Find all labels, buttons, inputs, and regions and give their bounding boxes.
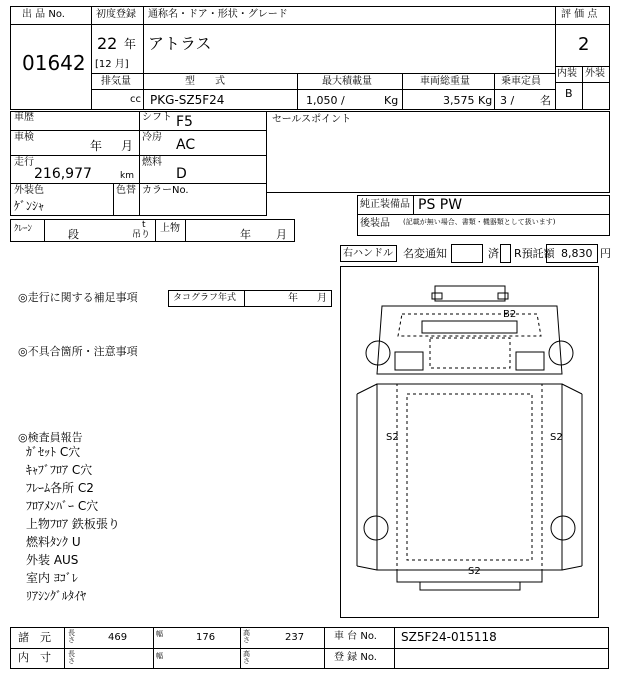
model-value: PKG-SZ5F24 bbox=[150, 93, 225, 107]
displacement-unit: cc bbox=[130, 94, 141, 105]
width-label: 幅 bbox=[156, 630, 163, 638]
chassis-number: SZ5F24-015118 bbox=[401, 630, 497, 644]
body-month-unit: 月 bbox=[276, 228, 287, 241]
height-value: 237 bbox=[285, 632, 305, 643]
gross-weight-value: 3,575 bbox=[443, 94, 475, 107]
reg-year-unit: 年 bbox=[124, 37, 137, 51]
crane-lift-unit: 吊り bbox=[132, 230, 151, 240]
rhd-label: 右ハンドル bbox=[343, 248, 393, 259]
report-line: ﾌﾛｱﾒﾝﾊﾞｰ C穴 bbox=[26, 499, 99, 513]
crane-ton-unit: t bbox=[142, 220, 146, 230]
aircon-value: AC bbox=[176, 137, 196, 153]
crane-stage-unit: 段 bbox=[68, 228, 79, 241]
tacho-label: タコグラフ年式 bbox=[173, 293, 237, 303]
damage-mark-bottom: S2 bbox=[468, 566, 481, 577]
report-line: ｷｬﾌﾞﾌﾛｱ C穴 bbox=[26, 463, 93, 477]
aircon-label: 冷房 bbox=[142, 132, 162, 143]
capacity-label: 乗車定員 bbox=[501, 76, 541, 87]
lot-label: 出 品 No. bbox=[22, 9, 65, 20]
score-label: 評 価 点 bbox=[561, 9, 598, 20]
body-label: 上物 bbox=[160, 223, 180, 234]
reg-no-label: 登 録 No. bbox=[334, 652, 377, 663]
mileage-value: 216,977 bbox=[34, 166, 92, 182]
fuel-label: 燃料 bbox=[142, 157, 162, 168]
recycle-box bbox=[500, 244, 511, 263]
max-load-label: 最大積載量 bbox=[322, 76, 372, 87]
length-label: 長さ bbox=[68, 629, 75, 644]
damage-mark-left: S2 bbox=[386, 432, 399, 443]
reg-year: 22 bbox=[97, 34, 118, 53]
damage-mark-top-right: B2 bbox=[503, 309, 517, 320]
inspection-month-unit: 月 bbox=[121, 139, 134, 153]
interior-score: B bbox=[565, 87, 573, 100]
history-label: 車歴 bbox=[14, 112, 34, 123]
defects-title: ◎不具合箇所・注意事項 bbox=[18, 345, 138, 358]
damage-mark-right: S2 bbox=[550, 432, 563, 443]
color-code-label: カラーNo. bbox=[142, 185, 189, 196]
gross-weight-unit: Kg bbox=[478, 94, 493, 107]
gross-weight-label: 車両総重量 bbox=[420, 76, 470, 87]
recycle-label: 済 bbox=[488, 247, 499, 260]
report-line: ｶﾞｾｯﾄ C穴 bbox=[26, 445, 81, 459]
inspector-title: ◎検査員報告 bbox=[18, 431, 83, 444]
tacho-month-unit: 月 bbox=[317, 293, 327, 304]
displacement-label: 排気量 bbox=[101, 76, 131, 87]
lot-number: 01642 bbox=[22, 51, 86, 75]
inner-label: 内 寸 bbox=[18, 651, 51, 664]
recycle-unit: 円 bbox=[600, 247, 611, 260]
inner-length-label: 長さ bbox=[68, 650, 75, 665]
recycle-deposit-label: R預託額 bbox=[514, 247, 555, 260]
dims-label: 諸 元 bbox=[18, 631, 51, 644]
shift-label: シフト bbox=[142, 112, 172, 123]
ext-color-value: ｹﾞﾝｼｬ bbox=[14, 199, 45, 213]
inner-width-label: 幅 bbox=[156, 652, 163, 660]
chassis-label: 車 台 No. bbox=[334, 631, 377, 642]
report-line: 燃料ﾀﾝｸ U bbox=[26, 535, 81, 549]
height-label: 高さ bbox=[243, 629, 250, 644]
reg-month: [12 月] bbox=[95, 59, 129, 70]
capacity-value: 3 / bbox=[500, 94, 515, 107]
name-change-label: 名変通知 bbox=[403, 247, 447, 260]
report-line: 外装 AUS bbox=[26, 553, 79, 567]
crane-label: ｸﾚｰﾝ bbox=[14, 224, 33, 234]
supplement-title: ◎走行に関する補足事項 bbox=[18, 291, 138, 304]
inspection-year-unit: 年 bbox=[90, 139, 103, 153]
genuine-value: PS PW bbox=[418, 197, 463, 213]
capacity-unit: 名 bbox=[540, 94, 551, 107]
crane-box bbox=[10, 219, 295, 242]
report-line: ﾘｱｼﾝｸﾞﾙﾀｲﾔ bbox=[26, 589, 87, 603]
interior-label: 内装 bbox=[557, 68, 577, 79]
exterior-label: 外装 bbox=[585, 68, 605, 79]
name-label: 通称名・ドア・形状・グレード bbox=[148, 9, 288, 20]
tacho-year-unit: 年 bbox=[288, 293, 298, 304]
max-load-value: 1,050 / bbox=[306, 94, 345, 107]
mileage-unit: km bbox=[120, 171, 134, 181]
max-load-unit: Kg bbox=[384, 94, 399, 107]
score-value: 2 bbox=[578, 34, 590, 55]
inner-height-label: 高さ bbox=[243, 650, 250, 665]
fuel-value: D bbox=[176, 166, 187, 182]
width-value: 176 bbox=[196, 632, 216, 643]
ext-color-label: 外装色 bbox=[14, 185, 44, 196]
model-label: 型 式 bbox=[185, 76, 225, 87]
aftermarket-label: 後装品 bbox=[360, 218, 390, 229]
color-no-label: 色替 bbox=[116, 185, 136, 196]
sales-point-label: セールスポイント bbox=[272, 114, 352, 125]
inspection-label: 車検 bbox=[14, 132, 34, 143]
mileage-label: 走行 bbox=[14, 157, 34, 168]
first-reg-label: 初度登録 bbox=[96, 9, 136, 20]
shift-value: F5 bbox=[176, 114, 193, 130]
report-line: ﾌﾚｰﾑ各所 C2 bbox=[26, 481, 94, 495]
car-name: アトラス bbox=[148, 34, 212, 53]
name-change-box bbox=[451, 244, 483, 263]
report-line: 上物ﾌﾛｱ 鉄板張り bbox=[26, 517, 120, 531]
recycle-deposit-value: 8,830 bbox=[561, 247, 593, 260]
body-year-unit: 年 bbox=[240, 228, 251, 241]
genuine-label: 純正装備品 bbox=[360, 199, 410, 210]
length-value: 469 bbox=[108, 632, 128, 643]
aftermarket-note: (記載が無い場合、書類・機器類として扱います) bbox=[403, 218, 556, 226]
report-line: 室内 ﾖｺﾞﾚ bbox=[26, 571, 78, 585]
